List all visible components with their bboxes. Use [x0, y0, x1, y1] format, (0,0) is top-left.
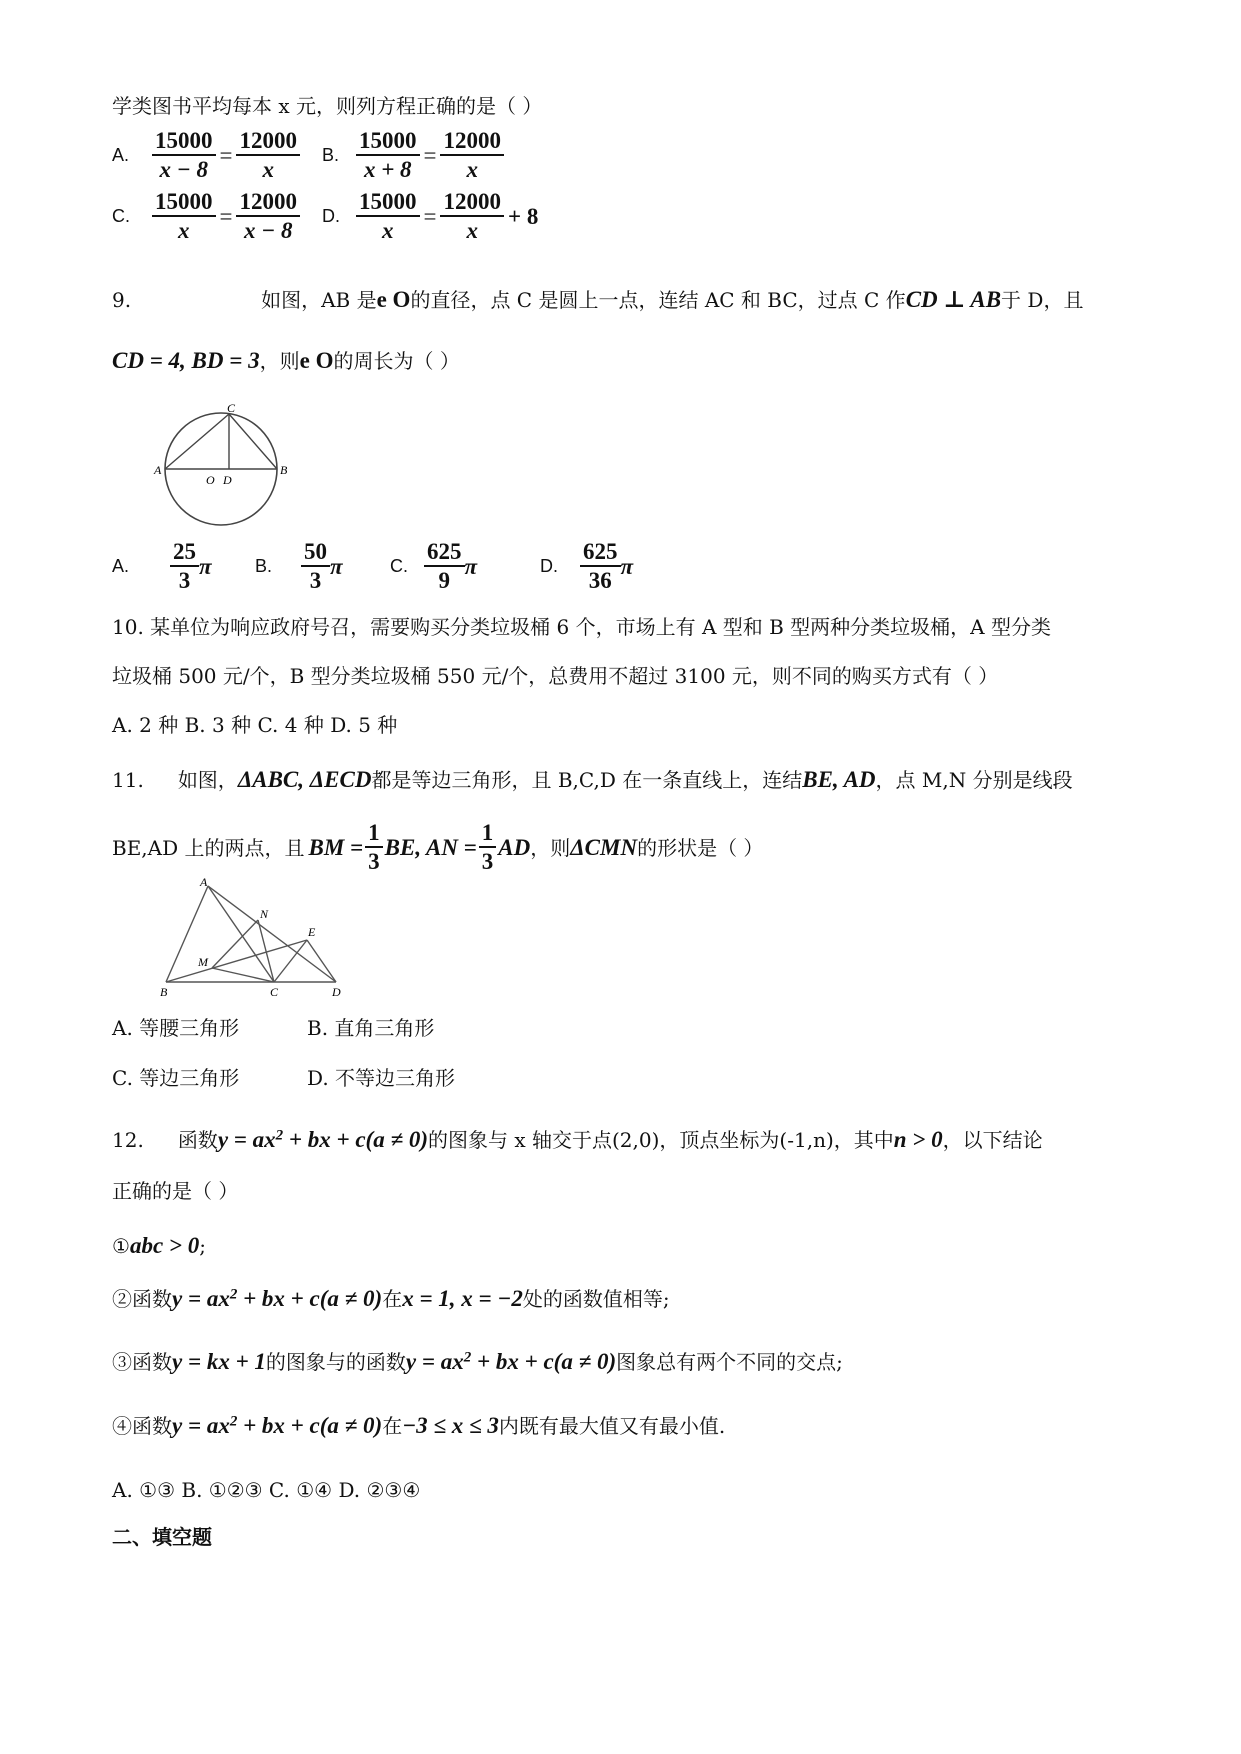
q12-statement-4: ④函数$y = ax^2$ + bx + c(a ≠ 0)在−3 ≤ x ≤ 3内既有最大值又有最小值. [112, 1413, 726, 1438]
q11-stem-line2: BE,AD 上的两点，且 BM = $\frac{1}{3}$ BE, AN = $\frac{1}{3}$ AD ，则 ΔCMN 的形状是（ ） [112, 820, 764, 875]
label-c: C [227, 402, 236, 415]
q11-stem-line1: 11. 如图，ΔABC, ΔECD都是等边三角形，且 B,C,D 在一条直线上，连结BE, AD，点 M,N 分别是线段 [112, 767, 1073, 792]
q9-option-a: A. $\frac{25}{3}$ π [112, 539, 212, 594]
q11-triangle-figure [156, 876, 351, 1001]
label-o: O [206, 473, 215, 487]
section-heading: 二、填空题 [112, 1525, 212, 1549]
segment-ad [208, 886, 336, 982]
fraction: $\frac{15000}{x - 8}$ [152, 128, 216, 184]
option-label: C. [390, 556, 408, 577]
q8-option-c: C. $\frac{15000}{x}$ = $\frac{12000}{x - 8}$ [112, 189, 300, 245]
q11-option-a: A. 等腰三角形 [112, 1016, 240, 1040]
fraction: $\frac{12000}{x}$ [440, 128, 504, 184]
q8-option-b: B. $\frac{15000}{x + 8}$ = $\frac{12000}{x}$ [322, 128, 504, 184]
segment-ed [307, 940, 336, 982]
fraction: $\frac{15000}{x}$ [152, 189, 216, 245]
option-label: A. [112, 556, 130, 577]
segment-be [166, 940, 307, 982]
label-n: N [260, 907, 269, 921]
q12-statement-2: ②函数$y = ax^2$ + bx + c(a ≠ 0)在x = 1, x = −2处的函数值相等; [112, 1286, 670, 1311]
q12-options: A. ①③ B. ①②③ C. ①④ D. ②③④ [112, 1478, 421, 1502]
q10-stem-line1: 10. 某单位为响应政府号召，需要购买分类垃圾桶 6 个，市场上有 A 型和 B 型两种分类垃圾桶，A 型分类 [112, 615, 1051, 639]
q11-option-c: C. 等边三角形 [112, 1066, 240, 1090]
q11-option-d: D. 不等边三角形 [307, 1066, 456, 1090]
q12-statement-3: ③函数y = kx + 1的图象与的函数$y = ax^2$ + bx + c(a ≠ 0)图象总有两个不同的交点; [112, 1349, 843, 1374]
fraction: $\frac{15000}{x}$ [356, 189, 420, 245]
q8-option-a: A. $\frac{15000}{x - 8}$ = $\frac{12000}{x}$ [112, 128, 300, 184]
label-m: M [198, 955, 208, 969]
label-c: C [270, 985, 279, 999]
option-label: B. [322, 145, 340, 166]
q9-option-c: C. $\frac{625}{9}$ π [390, 539, 478, 594]
q9-option-b: B. $\frac{50}{3}$ π [255, 539, 343, 594]
q10-options: A. 2 种 B. 3 种 C. 4 种 D. 5 种 [112, 713, 398, 737]
fraction: $\frac{12000}{x - 8}$ [236, 189, 300, 245]
segment-ac [165, 414, 229, 469]
segment-ce [274, 940, 307, 982]
q12-stem-line1: 12. 函数$y = ax^2$ + bx + c(a ≠ 0)的图象与 x 轴交于点(2,0)，顶点坐标为(-1,n)，其中n > 0，以下结论 [112, 1127, 1043, 1152]
fraction: $\frac{15000}{x + 8}$ [356, 128, 420, 184]
q9-option-d: D. $\frac{625}{36}$ π [540, 539, 634, 594]
fraction: $\frac{12000}{x}$ [440, 189, 504, 245]
q9-stem-line2: CD = 4, BD = 3，则e O的周长为（ ） [112, 348, 460, 373]
label-e: E [308, 925, 316, 939]
fraction: $\frac{12000}{x}$ [236, 128, 300, 184]
q9-stem-line1: 9. 如图，AB 是e O的直径，点 C 是圆上一点，连结 AC 和 BC，过点 C 作CD ⊥ AB于 D，且 [112, 287, 1084, 312]
q9-circle-figure [146, 402, 296, 534]
label-a: A [154, 463, 162, 477]
option-label: B. [255, 556, 273, 577]
q10-stem-line2: 垃圾桶 500 元/个，B 型分类垃圾桶 550 元/个，总费用不超过 3100 元，则不同的购买方式有（ ） [112, 664, 999, 688]
segment-ac [208, 886, 274, 982]
label-d: D [332, 985, 341, 999]
q8-stem: 学类图书平均每本 x 元，则列方程正确的是（ ） [112, 94, 543, 118]
option-label: A. [112, 145, 130, 166]
option-label: C. [112, 206, 130, 227]
label-a: A [200, 876, 208, 889]
q11-option-b: B. 直角三角形 [307, 1016, 435, 1040]
label-b: B [160, 985, 168, 999]
label-d: D [223, 473, 232, 487]
q12-statement-1: ①abc > 0; [112, 1233, 207, 1258]
option-label: D. [540, 556, 558, 577]
q8-option-d: D. $\frac{15000}{x}$ = $\frac{12000}{x}$ + 8 [322, 189, 539, 244]
label-b: B [280, 463, 288, 477]
q12-stem-line2: 正确的是（ ） [112, 1179, 239, 1203]
option-label: D. [322, 206, 340, 227]
segment-cm [212, 968, 274, 982]
